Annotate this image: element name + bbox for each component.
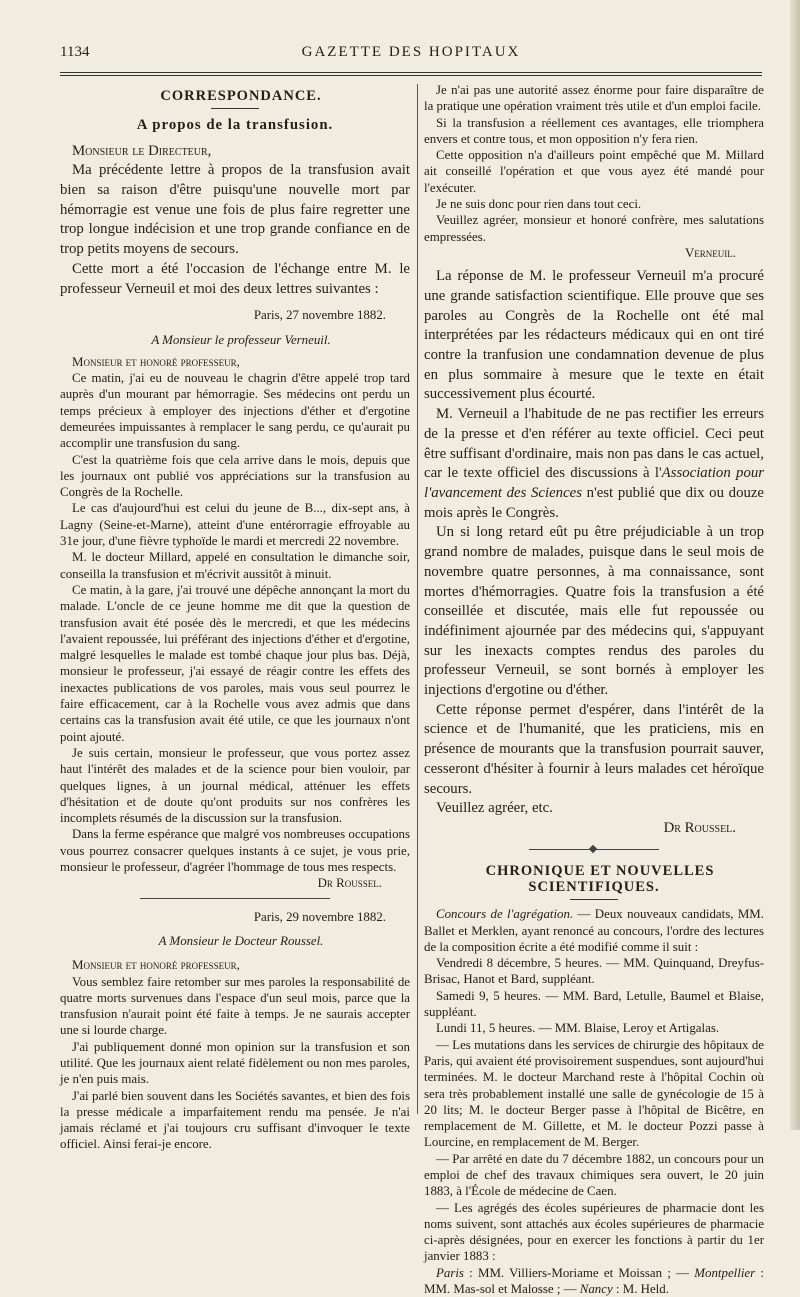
text-run: : MM. Villiers-Moriame et Moissan ; —: [463, 1265, 695, 1280]
paragraph: Vendredi 8 décembre, 5 heures. — MM. Quinquand, Dreyfus-Brisac, Hanot et Bard, suppléant.: [424, 956, 764, 987]
text-run: : M. Held.: [612, 1282, 669, 1297]
running-title: GAZETTE DES HOPITAUX: [301, 44, 521, 60]
text-run: n'est publié que dix ou douze mois après le Congrès.: [424, 485, 764, 521]
paragraph: — Par arrêté en date du 7 décembre 1882, un concours pour un emploi de chef des travaux chimiques sera ouvert, le 20 juin 1883, à l'École de médecine de Caen.: [424, 1151, 764, 1199]
salutation: Monsieur le Directeur,: [72, 142, 212, 159]
paragraph: [424, 906, 764, 955]
text-run: — Deux nouveaux candidats, MM. Ballet et Merklen, ayant renoncé au concours, l'ordre des lectures de la composition écrite a été modifié comme il suit :: [424, 907, 764, 954]
section-rule: [570, 899, 618, 900]
paragraph: Cette réponse permet d'espérer, dans l'intérêt de la science et de l'humanité, que les praticiens, mis en présence de mourants que la transfusion pourrait sauver, cesseront d'hésiter à fournir à leurs malades cet héroïque secours.: [424, 701, 764, 797]
subject-title: A propos de la transfusion.: [136, 117, 334, 134]
ornamental-rule: [529, 845, 659, 853]
paragraph: Je ne suis donc pour rien dans tout ceci.: [436, 197, 642, 212]
paragraph: — Les agrégés des écoles supérieures de pharmacie dont les noms suivent, sont attachés aux écoles supérieures de pharmacie ci-après désignées, pour en exercer les fonctions à partir du 1er janvier 1883 :: [424, 1200, 764, 1264]
italic-run: Nancy: [579, 1282, 613, 1297]
paragraph: Vous semblez faire retomber sur mes paroles la responsabilité de quatre morts survenues dans l'espace d'un seul mois, parce que la transfusion n'aurait point été faite à temps. Je ne saurais accepter une si lourde charge.: [60, 974, 410, 1038]
signature: Dr Roussel.: [663, 819, 736, 836]
paragraph: Ce matin, j'ai eu de nouveau le chagrin d'être appelé trop tard auprès d'un mourant par hémorragie. Ses médecins ont perdu un temps précieux à employer des injections d'éther et d'ergotine demeurées impuissantes à remplacer le sang perdu, ce qu'aurait pu accomplir une transfusion du sang.: [60, 371, 410, 451]
section-title-chronique: CHRONIQUE ET NOUVELLES SCIENTIFIQUES.: [485, 862, 715, 895]
paragraph: [424, 405, 764, 523]
paragraph: Lundi 11, 5 heures. — MM. Blaise, Leroy et Artigalas.: [436, 1021, 720, 1036]
paragraph: Veuillez agréer, etc.: [436, 800, 553, 817]
paragraph: C'est la quatrième fois que cela arrive dans le mois, depuis que les journaux ont publié vos appréciations sur la transfusion au Congrès de la Rochelle.: [60, 452, 410, 500]
paragraph: Dans la ferme espérance que malgré vos nombreuses occupations vous pourrez consacrer quelques instants à ce sujet, je vous prie, monsieur le professeur, d'agréer l'hommage de tous mes respects.: [60, 827, 410, 875]
paragraph: Je suis certain, monsieur le professeur, que vous portez assez haut l'intérêt des malades et de la science pour bien vouloir, par quelques lignes, à un journal médical, atténuer les effets d'hésitation et de doute qu'ont produits sur nos confrères les incomplets résumés de la discussion sur la transfusion.: [60, 745, 410, 826]
italic-run: Association pour l'avancement des Sciences: [424, 465, 764, 501]
salutation: Monsieur et honoré professeur,: [72, 354, 240, 369]
italic-run: Montpellier: [694, 1265, 756, 1280]
salutation: Monsieur et honoré professeur,: [72, 958, 240, 973]
page-edge: [790, 0, 800, 1130]
letter-addressee: A Monsieur le Docteur Roussel.: [158, 933, 324, 948]
paragraph: Si la transfusion a réellement ces avantages, elle triomphera envers et contre tous, et mon opposition n'y fera rien.: [424, 115, 764, 146]
paragraph: Veuillez agréer, monsieur et honoré confrère, mes salutations empressées.: [424, 213, 764, 244]
paragraph: Samedi 9, 5 heures. — MM. Bard, Letulle, Baumel et Blaise, suppléant.: [424, 988, 764, 1020]
page-header: [60, 44, 762, 64]
section-title-correspondance: CORRESPONDANCE.: [160, 88, 322, 104]
page-number: 1134: [60, 44, 90, 60]
paragraph: Ma précédente lettre à propos de la transfusion avait bien sa raison d'être puisqu'une nouvelle mort par hémorragie est venue une fois de plus faire regretter une trop longue indécision et une trop grande confiance en de trop petits moyens de secours.: [60, 162, 410, 258]
paragraph: Ce matin, à la gare, j'ai trouvé une dépêche annonçant la mort du malade. L'oncle de ce jeune homme me dit que la question de transfusion avait été posée dès le mercredi, et que les médecins l'avaient repoussée, lui préférant des injections d'éther et d'ergotine, malgré lesquelles le malade est tombé chaque jour plus bas. Déjà, monsieur le professeur, j'ai essayé de réagir contre les effets des inexactes publications de vos paroles, mais vous seul pourrez le faire efficacement, car à la Rochelle vous avez admis que dans certains cas la transfusion avait été utile, ce que les journaux n'ont point ajouté.: [60, 582, 410, 744]
paragraph: [424, 1265, 764, 1297]
text-run: M. Verneuil a l'habitude de ne pas rectifier les erreurs de la presse et d'en référer au texte officiel. Ceci peut être suffisant d'ordinaire, mais non pas dans le cas actuel, car le texte officiel des discussions à l': [424, 406, 764, 482]
letter-date: Paris, 27 novembre 1882.: [253, 308, 386, 323]
column-divider: [417, 84, 418, 1114]
italic-run: Concours de l'agrégation.: [436, 907, 574, 922]
left-column: [60, 82, 410, 1153]
signature: Verneuil.: [684, 245, 736, 260]
right-column: [424, 82, 764, 1297]
letter-date: Paris, 29 novembre 1882.: [253, 909, 386, 924]
italic-run: Paris: [436, 1265, 464, 1280]
text-run: : MM. Mas-sol et Malosse ; —: [424, 1265, 764, 1297]
header-rule: [60, 72, 762, 73]
paragraph: Je n'ai pas une autorité assez énorme pour faire disparaître de la pratique une opération vraiment très utile et d'un emploi facile.: [424, 83, 764, 114]
paragraph: Cette opposition n'a d'ailleurs point empêché que M. Millard ait conseillé l'opération et que vous ayez été mandé pour l'exécuter.: [424, 148, 764, 195]
paragraph: J'ai publiquement donné mon opinion sur la transfusion et son utilité. Que les journaux aient relaté fidèlement ou non mes paroles, je n'en puis mais.: [60, 1039, 410, 1087]
paragraph: La réponse de M. le professeur Verneuil m'a procuré une grande satisfaction scientifique. Elle prouve que ses paroles au Congrès de la Rochelle ont été mal interprétées par les rédacteurs médicaux qui en ont tiré contre la tranfusion une condamnation devenue de plus en plus sommaire à mesure que le texte en était successivement plus écourté.: [424, 268, 764, 403]
letter-addressee: A Monsieur le professeur Verneuil.: [151, 332, 331, 347]
paragraph: M. le docteur Millard, appelé en consultation le dimanche soir, conseilla la transfusion et m'écrivit aussitôt à minuit.: [60, 550, 410, 581]
paragraph: Un si long retard eût pu être préjudiciable à un trop grand nombre de malades, puisque dans le seul mois de novembre quatre personnes, à ma connaissance, sont mortes d'hémorragies. Quatre fois la transfusion a été conseillée et discutée, mais elle fut repoussée ou indéfiniment ajournée par des médecins qui, s'appuyant sur les inexacts comptes rendus des paroles du professeur Verneuil, se sont bornés à employer les injections d'ergotine ou d'éther.: [424, 524, 764, 699]
separator-rule: [140, 898, 330, 899]
paragraph: Cette mort a été l'occasion de l'échange entre M. le professeur Verneuil et moi des deux lettres suivantes :: [60, 260, 410, 297]
paragraph: Le cas d'aujourd'hui est celui du jeune de B..., dix-sept ans, à Lagny (Seine-et-Marne), atteint d'une entérorragie effroyable au 31e jour, d'une fièvre typhoïde le mardi et mercredi 22 novembre.: [60, 501, 410, 549]
section-rule: [211, 108, 259, 109]
paragraph: J'ai parlé bien souvent dans les Sociétés savantes, et bien des fois la presse médicale a imparfaitement rendu ma pensée. Je n'ai jamais réclamé et j'ai toujours cru suffisant d'invoquer le texte officiel. Ainsi ferai-je encore.: [60, 1088, 410, 1152]
signature: Dr Roussel.: [317, 876, 382, 891]
paragraph: — Les mutations dans les services de chirurgie des hôpitaux de Paris, qui avaient été provisoirement suspendues, sont aujourd'hui terminées. M. le docteur Marchand reste à l'hôpital Cochin où sera très probablement installé une salle de gynécologie de 15 à 20 lits; M. le docteur Berger passe à l'hôpital de Bicêtre, en remplacement de M. Gillette, et M. le docteur Pozzi passe à Lourcine, en remplacement de M. Berger.: [424, 1037, 764, 1150]
header-rule-thin: [60, 75, 762, 76]
